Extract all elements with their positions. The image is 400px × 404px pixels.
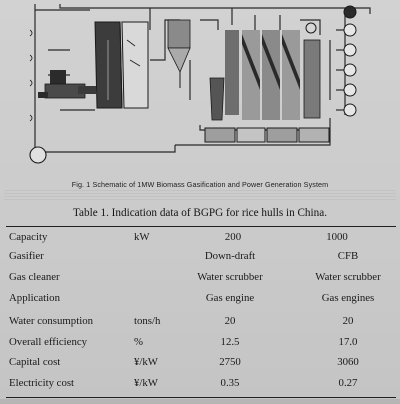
engine-units <box>344 6 356 116</box>
row-value-2: 20 <box>342 315 354 327</box>
row-value-1: 0.35 <box>220 377 240 389</box>
table-row <box>0 315 400 335</box>
table-row <box>0 250 400 270</box>
row-label: Electricity cost <box>9 377 75 389</box>
body-text-fragment <box>4 190 396 200</box>
gasifier-unit <box>95 22 148 108</box>
scrubber-units <box>210 30 300 120</box>
row-value-2: 17.0 <box>338 336 358 348</box>
row-unit: % <box>134 336 143 348</box>
cyclone-unit <box>168 20 190 88</box>
gas-fan-icon <box>306 23 316 33</box>
table-header-row <box>0 231 400 251</box>
table-caption: Table 1. Indication data of BGPG for rice hulls in China. <box>73 207 327 219</box>
row-label: Water consumption <box>9 315 93 327</box>
row-label: Overall efficiency <box>9 336 88 348</box>
gasification-schematic <box>0 0 400 176</box>
row-unit: ¥/kW <box>134 356 158 368</box>
row-value-1: 20 <box>224 315 236 327</box>
row-value-2: 0.27 <box>338 377 358 389</box>
row-unit: ¥/kW <box>134 377 158 389</box>
header-value-1: 200 <box>224 231 242 243</box>
header-unit: kW <box>134 231 150 243</box>
table-row <box>0 271 400 291</box>
header-label: Capacity <box>9 231 48 243</box>
valve-markers <box>30 30 32 121</box>
header-value-2: 1000 <box>326 231 348 243</box>
table-row <box>0 336 400 356</box>
row-unit: tons/h <box>134 315 161 327</box>
row-value-2: CFB <box>337 250 359 262</box>
row-value-1: Down-draft <box>204 250 256 262</box>
row-value-2: Gas engines <box>321 292 375 304</box>
row-value-1: Water scrubber <box>197 271 263 283</box>
row-value-1: 12.5 <box>220 336 240 348</box>
figure-caption: Fig. 1 Schematic of 1MW Biomass Gasification and Power Generation System <box>71 180 329 189</box>
row-label: Application <box>9 292 60 304</box>
row-value-2: Water scrubber <box>315 271 381 283</box>
blower-icon <box>30 147 46 163</box>
row-value-1: 2750 <box>219 356 241 368</box>
table-row <box>0 356 400 376</box>
row-label: Capital cost <box>9 356 61 368</box>
water-treatment-tanks <box>205 128 329 142</box>
row-label: Gasifier <box>9 250 44 262</box>
row-value-2: 3060 <box>337 356 359 368</box>
feeder-unit <box>38 70 96 98</box>
table-row <box>0 292 400 312</box>
table-row <box>0 377 400 397</box>
table-top-rule <box>6 226 396 227</box>
row-value-1: Gas engine <box>205 292 255 304</box>
row-label: Gas cleaner <box>9 271 60 283</box>
next-text-fragment <box>0 399 400 404</box>
storage-tank <box>304 40 320 118</box>
